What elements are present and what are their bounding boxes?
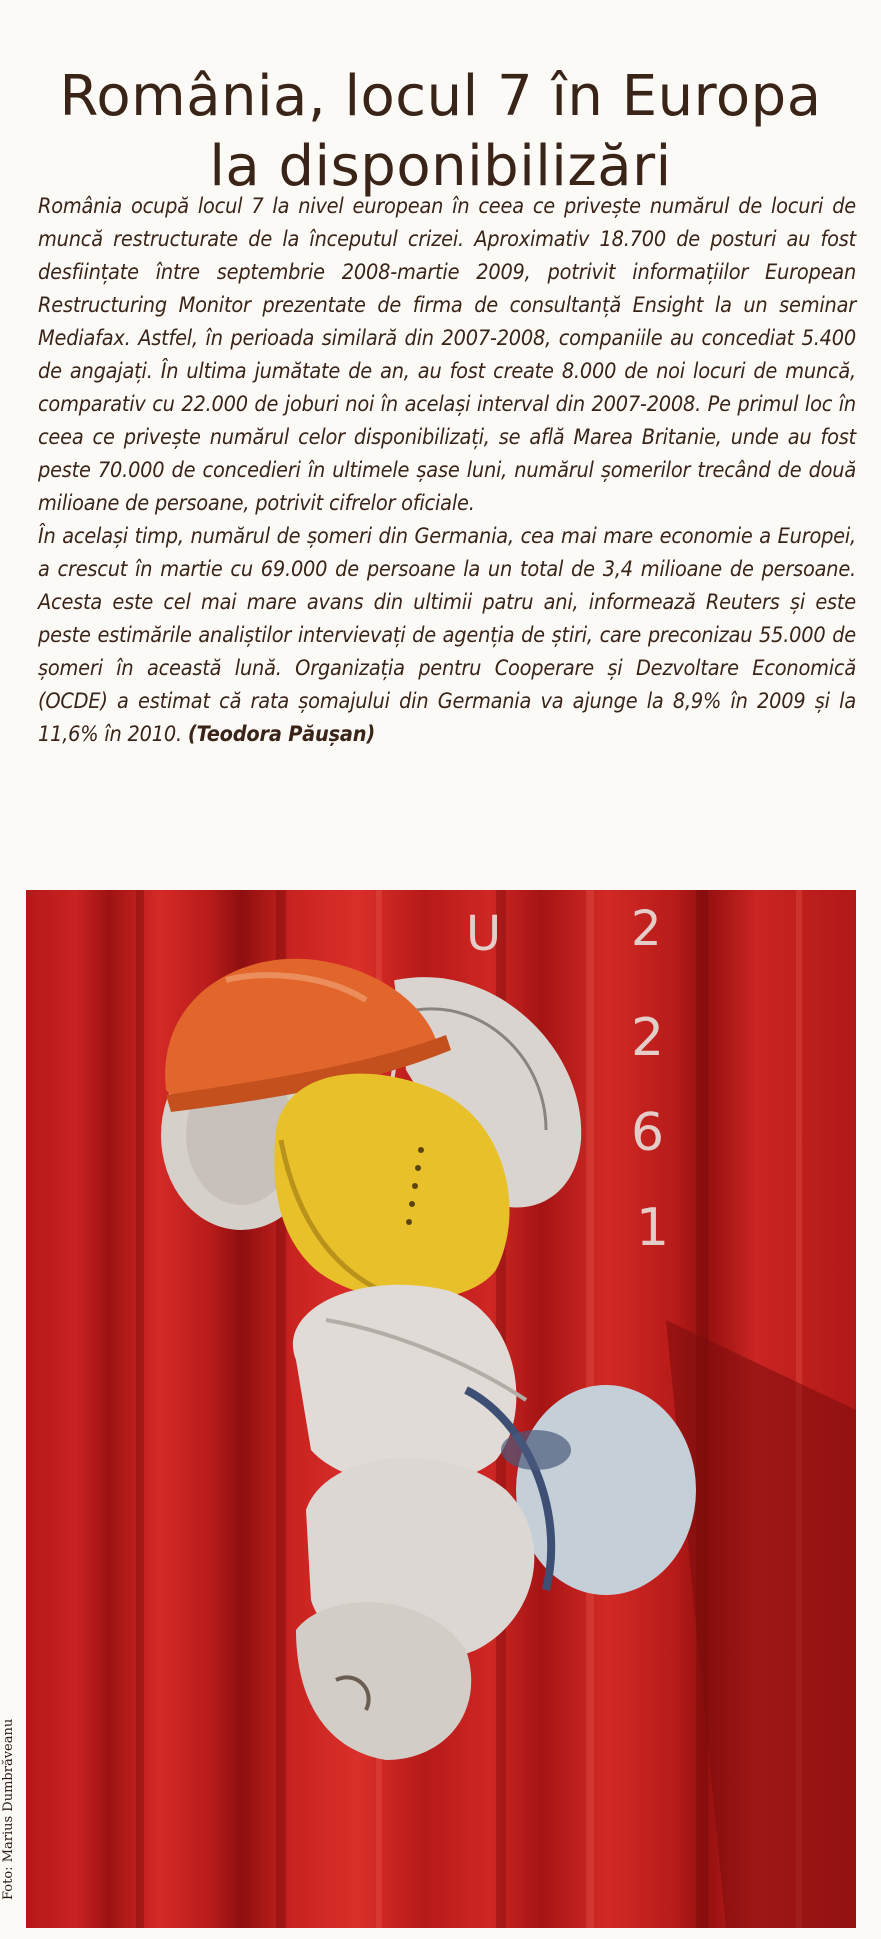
title-line-2: la disponibilizări: [209, 133, 672, 199]
container-marking-u: U: [466, 906, 502, 962]
hard-hats-photo: [26, 890, 856, 1928]
article-title: [20, 62, 861, 202]
svg-text:1: 1: [636, 1198, 670, 1258]
white-hard-hat-middle: [293, 1285, 526, 1486]
paragraph-2-text: În același timp, numărul de șomeri din Germania, cea mai mare economie a Europei, a crescut în martie cu 69.000 de persoane la un total de 3,4 milioane de persoane. Acesta este cel mai mare avans din ultimii patru ani, informează Reuters și este peste estimările analiștilor intervievați de agenția de știri, care preconizau 55.000 de șomeri în această lună. Organizația pentru Cooperare și Dezvoltare Economică (OCDE) a estimat că rata șomajului din Germania va ajunge la 8,9% în 2009 și la 11,6% în 2010.: [38, 524, 856, 747]
paragraph-1: România ocupă locul 7 la nivel european în ceea ce privește numărul de locuri de muncă restructurate de la începutul crizei. Aproximativ 18.700 de posturi au fost desființate între septembrie 2008-martie 2009, potrivit informațiilor European Restructuring Monitor prezentate de firma de consultanță Ensight la un seminar Mediafax. Astfel, în perioada similară din 2007-2008, companiile au concediat 5.400 de angajați. În ultima jumătate de an, au fost create 8.000 de noi locuri de muncă, comparativ cu 22.000 de joburi noi în același interval din 2007-2008. Pe primul loc în ceea ce privește numărul celor disponibilizați, se află Marea Britanie, unde au fost peste 70.000 de concedieri în ultimele șase luni, numărul șomerilor trecând de două milioane de persoane, potrivit cifrelor oficiale.: [38, 194, 856, 516]
svg-text:6: 6: [631, 1103, 665, 1163]
paragraph-2: [38, 520, 856, 751]
svg-text:2: 2: [631, 1008, 665, 1068]
article-body: [38, 190, 856, 751]
title-line-1: România, locul 7 în Europa: [59, 63, 822, 129]
photo-credit: Foto: Marius Dumbrăveanu: [1, 1718, 16, 1900]
svg-text:2: 2: [631, 901, 662, 957]
author-byline: (Teodora Păușan): [187, 722, 375, 747]
